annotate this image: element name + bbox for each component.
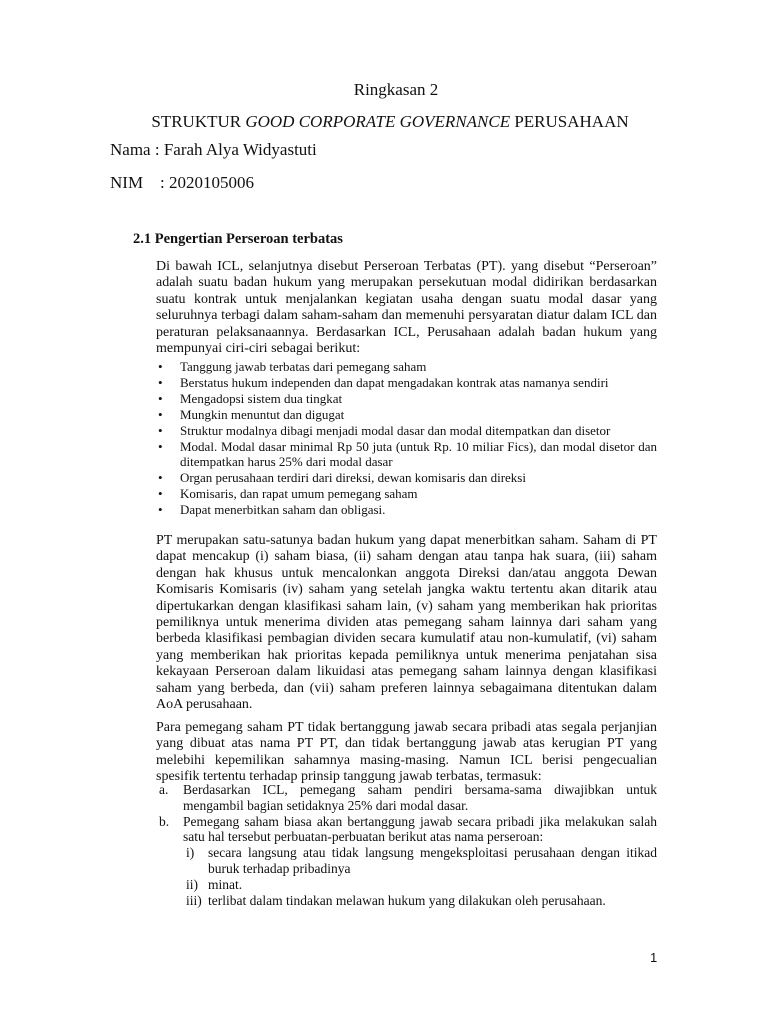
list-marker: a. xyxy=(159,782,169,797)
author-name: Nama : Farah Alya Widyastuti xyxy=(110,140,317,159)
liability-paragraph: Para pemegang saham PT tidak bertanggung jawab secara pribadi atas segala perjanjian yang dibuat atas nama PT PT, dan tidak bertanggung jawab atas kerugian PT yang melebihi kepemilikan sahamnya masing-masing. Namun ICL berisi pengecualian spesifik tertentu terhadap prinsip tanggung jawab terbatas, termasuk: xyxy=(156,720,657,785)
list-item: • Dapat menerbitkan saham dan obligasi. xyxy=(158,502,386,518)
list-item: • Tanggung jawab terbatas dari pemegang saham xyxy=(158,359,427,374)
list-item: • Mengadopsi sistem dua tingkat xyxy=(158,390,343,406)
list-marker: iii) xyxy=(186,892,202,908)
title-italic: GOOD CORPORATE GOVERNANCE xyxy=(245,112,511,131)
shares-paragraph: PT merupakan satu-satunya badan hukum yang dapat menerbitkan saham. Saham di PT dapat mencakup (i) saham biasa, (ii) saham dengan atau tanpa hak suara, (iii) saham dengan hak khusus untuk mencalonkan anggota Direksi dan/atau anggota Dewan Komisaris Komisaris (iv) saham yang setelah jangka waktu tertentu akan ditarik atau dipertukarkan dengan klasifikasi saham lain, (v) saham yang memberikan hak prioritas pemiliknya untuk menerima dividen atas pemegang saham lainnya dari saham yang berbeda klasifikasi pembagian dividen secara kumulatif atau non-kumulatif, (vi) saham yang memberikan hak prioritas kepada pemiliknya untuk menerima penjatahan sisa kekayaan Perseroan dalam likuidasi atas pemegang saham lainnya dengan klasifikasi saham yang berbeda, dan (vii) saham preferen lainnya sebagaimana ditentukan dalam AoA perusahaan. xyxy=(156,533,657,713)
section-title: 2.1 Pengertian Perseroan terbatas xyxy=(133,231,343,247)
document-heading: Ringkasan 2 xyxy=(353,80,439,99)
bullet-icon: • xyxy=(158,438,163,454)
bullet-icon: • xyxy=(158,374,163,390)
bullet-icon: • xyxy=(158,486,163,502)
list-marker: ii) xyxy=(186,876,198,892)
bullet-icon: • xyxy=(158,406,163,422)
bullet-icon: • xyxy=(158,470,163,486)
list-item: • Struktur modalnya dibagi menjadi modal dasar dan modal ditempatkan dan disetor xyxy=(158,422,611,438)
characteristics-list xyxy=(156,359,657,518)
list-item: a. Berdasarkan ICL, pemegang saham pendiri bersama-sama diwajibkan untuk mengambil bagian setidaknya 25% dari modal dasar. xyxy=(159,782,657,813)
title-suffix: PERUSAHAAN xyxy=(510,112,629,131)
page-number: 1 xyxy=(650,950,658,965)
sub-list-item: ii) minat. xyxy=(186,876,243,892)
intro-paragraph: Di bawah ICL, selanjutnya disebut Perseroan Terbatas (PT). yang disebut “Perseroan” adalah suatu badan hukum yang merupakan persekutuan modal didirikan berdasarkan suatu kontrak untuk menjalankan kegiatan usaha dengan suatu modal dasar yang seluruhnya terbagi dalam saham-saham dan memenuhi persyaratan diatur dalam ICL dan peraturan pelaksanaannya. Berdasarkan ICL, Perusahaan adalah badan hukum yang mempunyai ciri-ciri sebagai berikut: xyxy=(156,259,657,357)
sub-list-item: iii) terlibat dalam tindakan melawan hukum yang dilakukan oleh perusahaan. xyxy=(186,892,606,908)
title-prefix: STRUKTUR xyxy=(151,112,246,131)
student-id: NIM : 2020105006 xyxy=(110,173,255,192)
exceptions-list xyxy=(156,782,657,908)
list-item: • Berstatus hukum independen dan dapat mengadakan kontrak atas namanya sendiri xyxy=(158,374,609,390)
list-item: • Organ perusahaan terdiri dari direksi, dewan komisaris dan direksi xyxy=(158,470,526,486)
bullet-icon: • xyxy=(158,422,163,438)
list-marker: i) xyxy=(186,845,195,861)
bullet-icon: • xyxy=(158,390,163,406)
list-item: • Mungkin menuntut dan digugat xyxy=(158,406,345,422)
sub-list-item: i) secara langsung atau tidak langsung mengeksploitasi perusahaan dengan itikad buruk terhadap pribadinya xyxy=(186,845,657,876)
list-item: • Komisaris, dan rapat umum pemegang saham xyxy=(158,486,418,502)
list-marker: b. xyxy=(159,813,170,829)
document-title xyxy=(6,111,768,133)
bullet-icon: • xyxy=(158,359,163,374)
bullet-icon: • xyxy=(158,502,163,518)
sub-list xyxy=(183,845,657,908)
list-item: • Modal. Modal dasar minimal Rp 50 juta (untuk Rp. 10 miliar Fics), dan modal disetor dan ditempatkan harus 25% dari modal dasar xyxy=(158,438,657,470)
list-item: b. Pemegang saham biasa akan bertanggung jawab secara pribadi jika melakukan salah satu hal tersebut perbuatan-perbuatan berikut atas nama perseroan: i) secara langsung atau tidak langsung mengeksploitasi perusahaan dengan itikad buruk terhadap pribadinya ii) minat. iii) terlibat dalam tindakan melawan hukum yang dilakukan oleh perusahaan. xyxy=(159,813,657,908)
